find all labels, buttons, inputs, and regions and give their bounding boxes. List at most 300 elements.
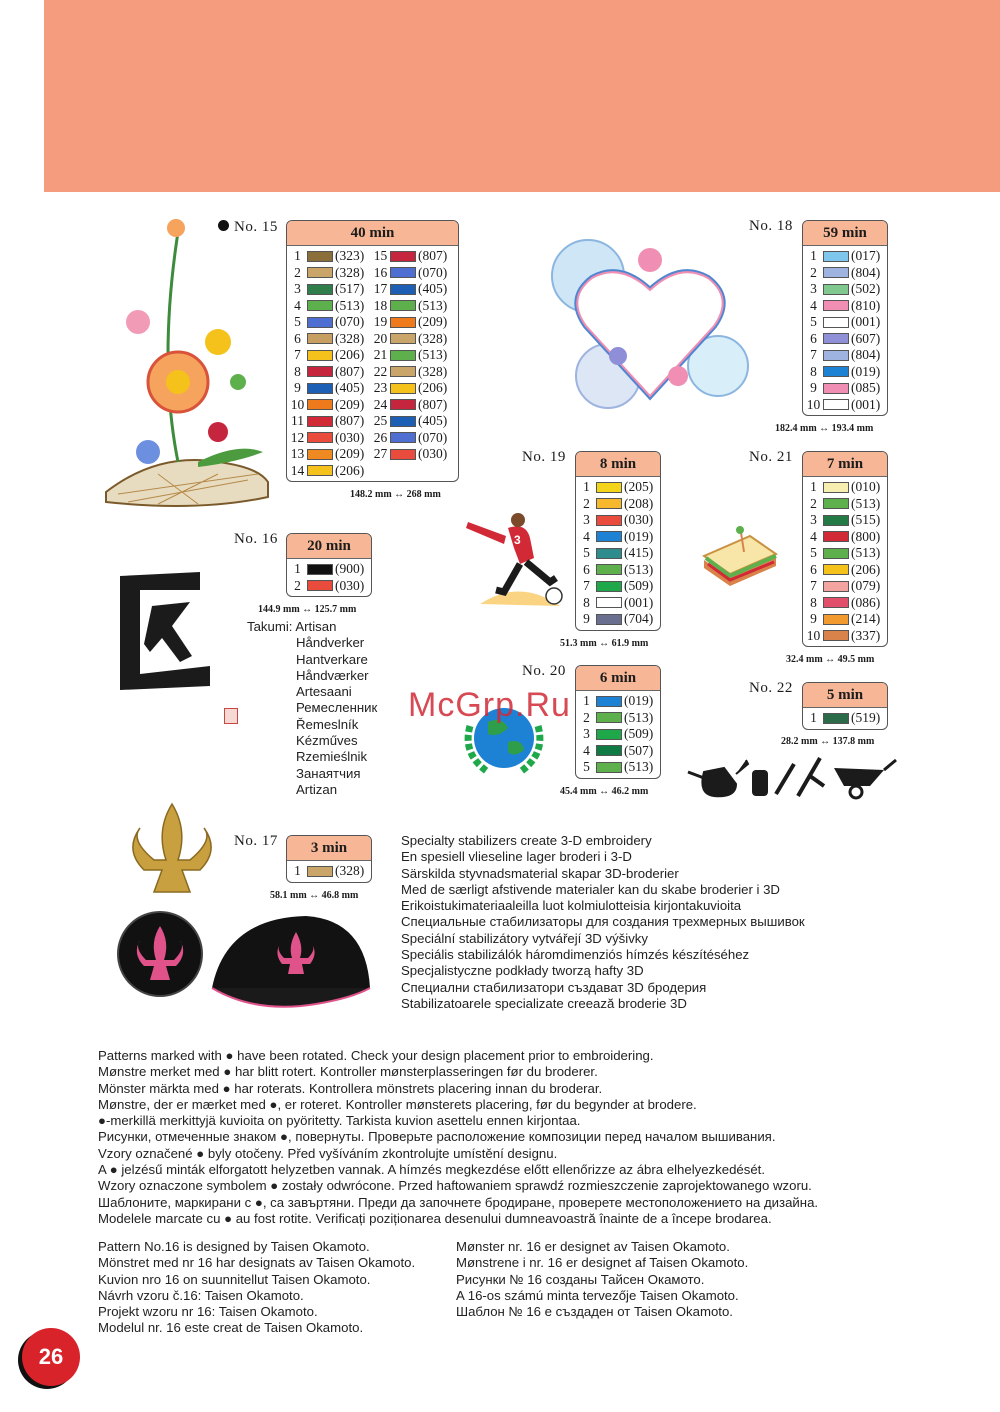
sandwich-image: [700, 526, 780, 588]
thread-row: [806, 248, 885, 265]
thread-color-swatch: [823, 564, 849, 575]
note-text: Шаблоните, маркирани с: [98, 1194, 255, 1210]
thread-row: [806, 314, 885, 331]
stabilizer-line: Erikoistukimateriaaleilla luot kolmiulotteisia kirjontakuvioita: [401, 898, 742, 914]
thread-color-swatch: [823, 548, 849, 559]
thread-code: (328): [418, 363, 448, 379]
thread-number: 3: [810, 512, 817, 528]
designer-credit: Mønster nr. 16 er designet av Taisen Okamoto.: [456, 1239, 730, 1254]
thread-color-swatch: [596, 498, 622, 509]
stabilizer-line: Specialty stabilizers create 3-D embroidery: [401, 833, 652, 848]
thread-number: 5: [294, 314, 301, 330]
thread-color-swatch: [307, 432, 333, 443]
thread-code: (079): [851, 578, 881, 594]
thread-color-swatch: [307, 251, 333, 262]
takumi-translations: [247, 619, 378, 797]
thread-row: [579, 562, 658, 579]
fleur-de-lis-image: [130, 800, 214, 900]
thread-code: (513): [418, 297, 448, 313]
thread-color-swatch: [823, 251, 849, 262]
thread-color-swatch: [307, 267, 333, 278]
thread-code: (704): [624, 611, 654, 627]
thread-code: (337): [851, 627, 881, 643]
thread-code: (030): [335, 577, 365, 593]
pattern-22-thread-table: [802, 682, 888, 730]
thread-code: (001): [624, 594, 654, 610]
thread-row: [806, 595, 885, 612]
rotated-marker-icon: ●: [223, 1064, 235, 1080]
takumi-word: Artizan: [296, 781, 338, 797]
thread-number: 4: [583, 742, 590, 758]
thread-color-swatch: [307, 284, 333, 295]
note-text: A: [98, 1162, 110, 1178]
thread-color-swatch: [390, 350, 416, 361]
stitch-time: 20 min: [287, 534, 371, 559]
designer-credit: Projekt wzoru nr 16: Taisen Okamoto.: [98, 1304, 318, 1320]
stabilizer-line: Speciální stabilizátory vytvářejí 3D výšivky: [401, 930, 648, 946]
thread-color-swatch: [823, 366, 849, 377]
note-text: Wzory oznaczone symbolem: [98, 1178, 271, 1194]
stitch-time: 40 min: [287, 221, 458, 246]
pattern-17-thread-table: [286, 835, 372, 883]
thread-code: (807): [335, 363, 365, 379]
note-text: Mönster märkta med: [98, 1080, 223, 1096]
thread-code: (030): [624, 512, 654, 528]
thread-code: (206): [335, 462, 365, 478]
thread-number: 8: [294, 363, 301, 379]
rotation-note-line: [98, 1064, 818, 1080]
thread-color-swatch: [596, 729, 622, 740]
thread-row: [806, 479, 885, 496]
stitch-time: 7 min: [803, 452, 887, 477]
thread-color-swatch: [390, 416, 416, 427]
rotation-note-line: [98, 1129, 818, 1145]
thread-color-swatch: [390, 383, 416, 394]
thread-row: [290, 314, 369, 331]
soccer-player-image: [460, 508, 568, 610]
thread-color-swatch: [596, 515, 622, 526]
rotated-marker-icon: ●: [280, 1129, 289, 1145]
thread-color-swatch: [307, 465, 333, 476]
thread-color-swatch: [596, 548, 622, 559]
thread-row: [373, 265, 452, 282]
thread-number: 2: [583, 709, 590, 725]
pattern-19-dimensions: 51.3 mm ↔ 61.9 mm: [560, 638, 649, 649]
thread-number: 18: [373, 297, 388, 313]
thread-row: [290, 413, 369, 430]
thread-number: 1: [294, 248, 301, 264]
stitch-time: 8 min: [576, 452, 660, 477]
thread-color-swatch: [307, 866, 333, 877]
thread-code: (405): [418, 281, 448, 297]
thread-number: 14: [290, 462, 305, 478]
note-text: byly otočeny. Před vyšíváním zkontrolujte umístění designu.: [207, 1145, 558, 1161]
note-text: Рисунки, отмеченные знаком: [98, 1129, 281, 1145]
thread-code: (804): [851, 264, 881, 280]
thread-row: [579, 479, 658, 496]
thread-row: [373, 347, 452, 364]
thread-number: 11: [291, 413, 304, 429]
thread-number: 10: [806, 396, 821, 412]
takumi-title: Takumi: Artisan: [247, 619, 337, 634]
thread-color-swatch: [307, 580, 333, 591]
thread-number: 5: [583, 545, 590, 561]
thread-row: [290, 298, 369, 315]
thread-number: 1: [810, 248, 817, 264]
thread-row: [806, 265, 885, 282]
thread-color-swatch: [390, 267, 416, 278]
thread-code: (513): [624, 759, 654, 775]
rotated-marker-icon: ●: [98, 1113, 106, 1129]
thread-row: [290, 561, 369, 578]
thread-row: [806, 281, 885, 298]
thread-color-swatch: [823, 515, 849, 526]
thread-number: 8: [583, 594, 590, 610]
thread-number: 2: [294, 577, 301, 593]
pattern-18-label: No. 18: [749, 218, 793, 234]
designer-credits-left: [98, 1239, 415, 1337]
thread-number: 6: [294, 330, 301, 346]
pattern-16-thread-table: [286, 533, 372, 597]
note-text: , повернуты. Проверьте расположение композиции перед началом вышивания.: [288, 1129, 776, 1145]
thread-number: 3: [583, 726, 590, 742]
pattern-17-dimensions: 58.1 mm ↔ 46.8 mm: [270, 890, 359, 901]
thread-row: [579, 759, 658, 776]
thread-code: (019): [624, 693, 654, 709]
thread-color-swatch: [307, 399, 333, 410]
thread-row: [290, 248, 369, 265]
note-text: Patterns marked with: [98, 1048, 226, 1063]
stabilizer-line: Med de særligt afstivende materialer kan du skabe broderier i 3D: [401, 881, 780, 897]
thread-number: 6: [810, 330, 817, 346]
thread-color-swatch: [823, 614, 849, 625]
thread-number: 4: [583, 528, 590, 544]
stitch-time: 3 min: [287, 836, 371, 861]
thread-code: (807): [418, 248, 448, 264]
pattern-18-thread-table: [802, 220, 888, 416]
thread-code: (030): [418, 446, 448, 462]
thread-code: (519): [851, 710, 881, 726]
thread-row: [806, 529, 885, 546]
note-text: , са завъртяни. Преди да започнете бродиране, проверете местоположението на дизайна.: [262, 1194, 819, 1210]
thread-number: 9: [810, 380, 817, 396]
thread-code: (405): [418, 413, 448, 429]
thread-column: [806, 479, 885, 644]
takumi-word: Håndværker: [296, 667, 369, 683]
thread-column: [290, 561, 369, 594]
note-text: Mønstre merket med: [98, 1064, 224, 1080]
takumi-word: Hantverkare: [296, 651, 368, 667]
thread-row: [579, 693, 658, 710]
thread-code: (017): [851, 248, 881, 264]
pattern-15-label: No. 15: [218, 219, 278, 236]
header-banner: [44, 0, 1000, 192]
rotation-note-line: [98, 1178, 818, 1194]
thread-code: (513): [851, 545, 881, 561]
thread-code: (206): [418, 380, 448, 396]
thread-code: (019): [624, 528, 654, 544]
thread-row: [579, 529, 658, 546]
thread-code: (513): [851, 495, 881, 511]
thread-color-swatch: [390, 366, 416, 377]
thread-color-swatch: [596, 712, 622, 723]
takumi-word: Artesaani: [296, 684, 352, 700]
designer-credits-right: [456, 1239, 748, 1320]
thread-color-swatch: [596, 581, 622, 592]
thread-column: [579, 479, 658, 628]
pattern-20-dimensions: 45.4 mm ↔ 46.2 mm: [560, 786, 649, 797]
rotated-marker-icon: ●: [225, 1048, 238, 1063]
rotation-note-line: [98, 1048, 818, 1064]
thread-color-swatch: [307, 366, 333, 377]
note-text: , er roteret. Kontroller mønsterets placering, før du begynder at brodere.: [277, 1096, 697, 1112]
thread-row: [290, 863, 369, 880]
stabilizer-line: Speciális stabilizálók háromdimenziós hímzés készítéséhez: [401, 947, 750, 963]
page-number: 26: [22, 1328, 80, 1386]
pattern-17-label: No. 17: [234, 833, 278, 849]
thread-code: (328): [335, 264, 365, 280]
thread-number: 1: [294, 561, 301, 577]
thread-color-swatch: [307, 333, 333, 344]
garden-tools-image: [684, 754, 898, 800]
thread-color-swatch: [390, 317, 416, 328]
thread-code: (085): [851, 380, 881, 396]
thread-number: 4: [810, 528, 817, 544]
thread-number: 1: [294, 863, 301, 879]
thread-color-swatch: [307, 564, 333, 575]
thread-color-swatch: [823, 498, 849, 509]
thread-code: (807): [335, 413, 365, 429]
takumi-kanji-image: [100, 566, 220, 704]
thread-number: 7: [810, 347, 817, 363]
pattern-21-thread-table: [802, 451, 888, 647]
thread-row: [373, 413, 452, 430]
thread-row: [290, 463, 369, 480]
designer-credit: Mönstret med nr 16 har designats av Taisen Okamoto.: [98, 1255, 416, 1271]
thread-row: [806, 331, 885, 348]
thread-number: 6: [583, 561, 590, 577]
thread-code: (807): [418, 396, 448, 412]
thread-code: (209): [335, 446, 365, 462]
thread-number: 23: [373, 380, 388, 396]
thread-color-swatch: [596, 531, 622, 542]
thread-color-swatch: [823, 482, 849, 493]
thread-row: [373, 281, 452, 298]
stabilizer-line: Специальные стабилизаторы для создания трехмерных вышивок: [401, 914, 805, 930]
pattern-22-dimensions: 28.2 mm ↔ 137.8 mm: [781, 736, 875, 747]
stitch-time: 5 min: [803, 683, 887, 708]
pattern-20-thread-table: [575, 665, 661, 779]
pattern-20-label: No. 20: [522, 663, 566, 679]
thread-number: 3: [583, 512, 590, 528]
note-text: -merkillä merkittyjä kuvioita on pyöritetty. Tarkista kuvion asettelu ennen kirjontaa.: [105, 1113, 581, 1129]
rotated-marker-icon: ●: [109, 1162, 122, 1178]
rotated-marker-icon: ●: [269, 1096, 278, 1112]
thread-code: (001): [851, 396, 881, 412]
rotated-marker-icon: ●: [224, 1210, 236, 1226]
thread-row: [579, 578, 658, 595]
thread-row: [806, 628, 885, 645]
thread-number: 1: [583, 693, 590, 709]
thread-row: [806, 578, 885, 595]
watermark: McGrp.Ru: [408, 686, 571, 724]
stabilizer-line: Специални стабилизатори създават 3D бродерия: [401, 979, 707, 995]
thread-number: 25: [373, 413, 388, 429]
thread-row: [806, 562, 885, 579]
thread-number: 4: [294, 297, 301, 313]
thread-color-swatch: [390, 399, 416, 410]
thread-row: [806, 397, 885, 414]
pattern-19-thread-table: [575, 451, 661, 631]
thread-number: 9: [810, 611, 817, 627]
thread-number: 10: [290, 396, 305, 412]
thread-row: [579, 710, 658, 727]
thread-column: [290, 248, 369, 479]
thread-number: 19: [373, 314, 388, 330]
note-text: have been rotated. Check your design placement prior to embroidering.: [237, 1048, 654, 1063]
thread-row: [373, 397, 452, 414]
thread-row: [290, 578, 369, 595]
thread-code: (070): [418, 429, 448, 445]
pattern-15-thread-table: [286, 220, 459, 482]
thread-color-swatch: [823, 333, 849, 344]
thread-row: [290, 331, 369, 348]
stabilizer-line: Särskilda styvnadsmaterial skapar 3D-broderier: [401, 865, 679, 881]
note-text: har blitt rotert. Kontroller mønsterplasseringen før du broderer.: [234, 1064, 598, 1080]
rotation-note-line: [98, 1081, 818, 1097]
thread-code: (209): [335, 396, 365, 412]
thread-code: (209): [418, 314, 448, 330]
note-text: har roterats. Kontrollera mönstrets placering innan du broderar.: [234, 1080, 603, 1096]
thread-number: 7: [583, 578, 590, 594]
thread-code: (513): [335, 297, 365, 313]
thread-column: [579, 693, 658, 776]
designer-credit: Рисунки № 16 созданы Тайсен Окамото.: [456, 1271, 705, 1287]
thread-row: [373, 430, 452, 447]
thread-row: [806, 496, 885, 513]
thread-number: 24: [373, 396, 388, 412]
thread-number: 12: [290, 429, 305, 445]
thread-code: (513): [624, 561, 654, 577]
thread-color-swatch: [823, 317, 849, 328]
designer-credit: Mønstrene i nr. 16 er designet af Taisen Okamoto.: [456, 1255, 749, 1271]
thread-number: 1: [583, 479, 590, 495]
rotated-marker-icon: ●: [196, 1145, 208, 1161]
pattern-16-dimensions: 144.9 mm ↔ 125.7 mm: [258, 604, 357, 615]
thread-row: [579, 595, 658, 612]
thread-color-swatch: [596, 614, 622, 625]
pattern-15-dimensions: 148.2 mm ↔ 268 mm: [350, 489, 441, 500]
thread-code: (507): [624, 742, 654, 758]
thread-number: 9: [294, 380, 301, 396]
rotation-note-line: [98, 1162, 818, 1178]
thread-number: 1: [810, 479, 817, 495]
thread-row: [806, 298, 885, 315]
thread-row: [373, 248, 452, 265]
thread-number: 3: [294, 281, 301, 297]
takumi-word: Řemeslník: [296, 716, 359, 732]
rotation-note-line: [98, 1113, 818, 1129]
thread-code: (405): [335, 380, 365, 396]
thread-code: (900): [335, 561, 365, 577]
thread-row: [373, 446, 452, 463]
designer-credit: Pattern No.16 is designed by Taisen Okamoto.: [98, 1239, 370, 1254]
thread-row: [579, 496, 658, 513]
thread-row: [290, 430, 369, 447]
thread-color-swatch: [596, 762, 622, 773]
designer-credit: Шаблон № 16 е създаден от Taisen Okamoto.: [456, 1304, 733, 1320]
thread-code: (515): [851, 512, 881, 528]
thread-color-swatch: [823, 531, 849, 542]
thread-code: (070): [335, 314, 365, 330]
thread-code: (502): [851, 281, 881, 297]
thread-code: (214): [851, 611, 881, 627]
designer-credit: Modelul nr. 16 este creat de Taisen Okamoto.: [98, 1320, 364, 1336]
rotation-note-line: [98, 1195, 818, 1211]
thread-color-swatch: [390, 300, 416, 311]
thread-code: (328): [335, 863, 365, 879]
thread-row: [290, 397, 369, 414]
thread-row: [290, 265, 369, 282]
thread-code: (206): [851, 561, 881, 577]
thread-number: 3: [810, 281, 817, 297]
thread-code: (804): [851, 347, 881, 363]
thread-code: (086): [851, 594, 881, 610]
note-text: au fost rotite. Verificați poziționarea desenului dumneavoastră înainte de a începe brodarea.: [235, 1210, 772, 1226]
thread-number: 10: [806, 627, 821, 643]
thread-row: [290, 380, 369, 397]
note-text: Vzory označené: [98, 1145, 197, 1161]
rotation-notes: [98, 1048, 818, 1227]
pattern-21-label: No. 21: [749, 449, 793, 465]
thread-code: (509): [624, 578, 654, 594]
takumi-word: Kézműves: [296, 733, 358, 749]
thread-number: 8: [810, 594, 817, 610]
thread-number: 26: [373, 429, 388, 445]
thread-number: 9: [583, 611, 590, 627]
thread-color-swatch: [823, 630, 849, 641]
stabilizer-line: Specjalistyczne podkłady tworzą hafty 3D: [401, 963, 644, 979]
thread-color-swatch: [390, 449, 416, 460]
designer-credit: A 16-os számú minta tervezője Taisen Okamoto.: [456, 1287, 739, 1303]
stitch-time: 6 min: [576, 666, 660, 691]
thread-row: [290, 364, 369, 381]
thread-code: (208): [624, 495, 654, 511]
thread-color-swatch: [596, 745, 622, 756]
thread-color-swatch: [390, 432, 416, 443]
thread-color-swatch: [823, 713, 849, 724]
thread-number: 8: [810, 363, 817, 379]
thread-color-swatch: [823, 581, 849, 592]
thread-color-swatch: [823, 399, 849, 410]
thread-row: [579, 512, 658, 529]
thread-column: [290, 863, 369, 880]
thread-code: (001): [851, 314, 881, 330]
takumi-word: Rzemieślnik: [296, 749, 368, 765]
thread-number: 5: [583, 759, 590, 775]
thread-color-swatch: [596, 482, 622, 493]
thread-row: [579, 726, 658, 743]
thread-row: [806, 611, 885, 628]
thread-color-swatch: [307, 416, 333, 427]
takumi-word: Håndverker: [296, 635, 365, 651]
thread-color-swatch: [390, 251, 416, 262]
thread-code: (206): [335, 347, 365, 363]
thread-code: (517): [335, 281, 365, 297]
red-seal-stamp: [224, 708, 238, 724]
thread-number: 2: [810, 495, 817, 511]
thread-number: 21: [373, 347, 388, 363]
